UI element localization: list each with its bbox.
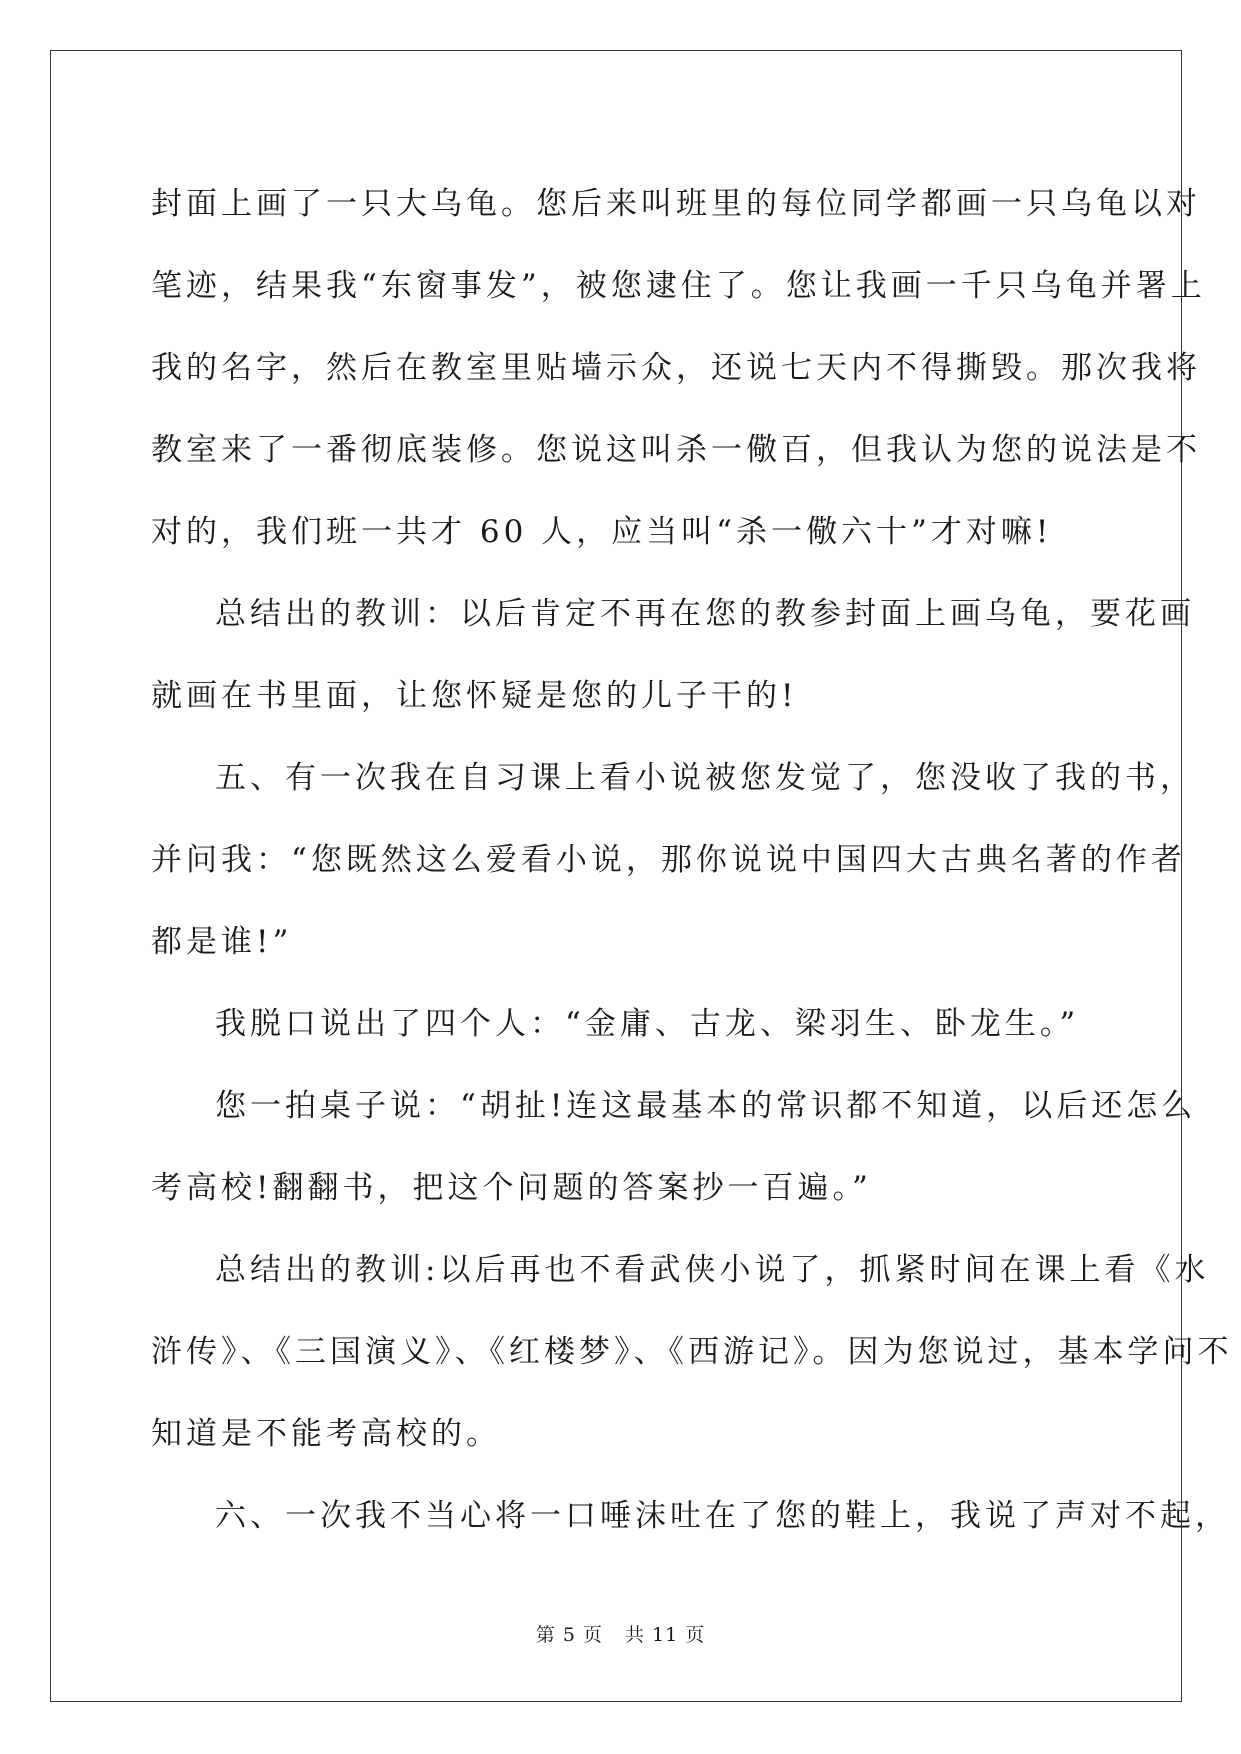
text-line: 六、一次我不当心将一口唾沫吐在了您的鞋上，我说了声对不起， [215,1498,1230,1534]
text-line: 浒传》、《三国演义》、《红楼梦》、《西游记》。因为您说过，基本学问不 [151,1334,1233,1370]
text-line: 我的名字，然后在教室里贴墙示众，还说七天内不得撕毁。那次我将 [151,350,1201,386]
text-line: 总结出的教训:以后再也不看武侠小说了，抓紧时间在课上看《水 [215,1252,1210,1288]
text-line: 教室来了一番彻底装修。您说这叫杀一儆百，但我认为您的说法是不 [151,432,1201,468]
text-line: 考高校!翻翻书，把这个问题的答案抄一百遍。” [151,1170,872,1206]
text-line: 并问我：“您既然这么爱看小说，那你说说中国四大古典名著的作者 [151,842,1186,878]
document-body [151,163,1233,1557]
text-line: 都是谁!” [151,924,293,960]
text-line: 您一拍桌子说：“胡扯!连这最基本的常识都不知道，以后还怎么 [215,1088,1197,1124]
text-line: 就画在书里面，让您怀疑是您的儿子干的! [151,678,798,714]
text-line: 知道是不能考高校的。 [151,1416,501,1452]
page-total: 共 11 页 [624,1624,706,1646]
paragraph-7 [151,1475,1230,1557]
text-line: 对的，我们班一共才 60 人，应当叫“杀一儆六十”才对嘛! [151,514,1053,550]
paragraph-3 [151,737,1195,983]
paragraph-1 [151,163,1206,573]
text-line: 总结出的教训：以后肯定不再在您的教参封面上画乌龟，要花画 [215,596,1195,632]
paragraph-4 [151,983,1091,1065]
text-line: 封面上画了一只大乌龟。您后来叫班里的每位同学都画一只乌龟以对 [151,186,1201,222]
paragraph-2 [151,573,1195,737]
paragraph-6 [151,1229,1233,1475]
text-line: 五、有一次我在自习课上看小说被您发觉了，您没收了我的书， [215,760,1195,796]
paragraph-5 [151,1065,1197,1229]
page-footer [0,1620,1241,1647]
page-number: 第 5 页 [535,1624,603,1646]
text-line: 笔迹，结果我“东窗事发”，被您逮住了。您让我画一千只乌龟并署上 [151,268,1206,304]
text-line: 我脱口说出了四个人：“金庸、古龙、梁羽生、卧龙生。” [215,1006,1080,1042]
